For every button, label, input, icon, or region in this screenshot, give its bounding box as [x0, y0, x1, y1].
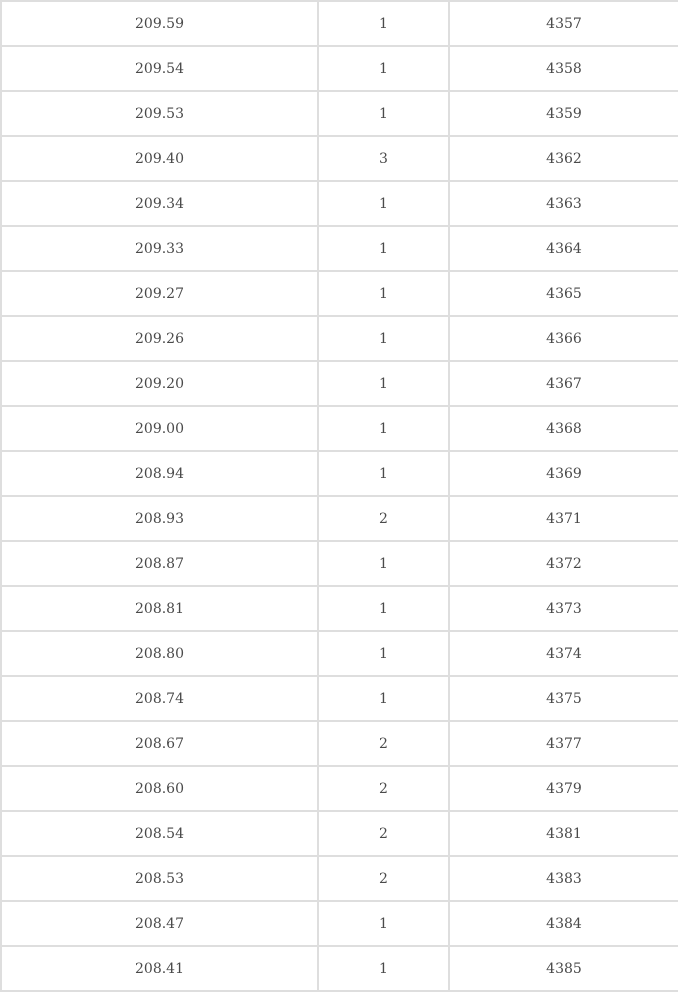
table-row [1, 766, 678, 811]
score-cell: 208.94 [1, 451, 318, 496]
table-row [1, 721, 678, 766]
table-row [1, 496, 678, 541]
score-cell: 208.81 [1, 586, 318, 631]
count-cell: 2 [318, 721, 449, 766]
score-cell: 209.34 [1, 181, 318, 226]
table-row [1, 226, 678, 271]
count-cell: 1 [318, 631, 449, 676]
score-cell: 208.87 [1, 541, 318, 586]
count-cell: 2 [318, 856, 449, 901]
rank-cell: 4365 [449, 271, 678, 316]
count-cell: 1 [318, 91, 449, 136]
rank-cell: 4359 [449, 91, 678, 136]
score-cell: 208.80 [1, 631, 318, 676]
score-cell: 209.59 [1, 1, 318, 46]
score-cell: 208.54 [1, 811, 318, 856]
count-cell: 1 [318, 181, 449, 226]
score-cell: 209.33 [1, 226, 318, 271]
rank-cell: 4363 [449, 181, 678, 226]
count-cell: 1 [318, 946, 449, 991]
count-cell: 1 [318, 226, 449, 271]
score-cell: 209.00 [1, 406, 318, 451]
table-row [1, 541, 678, 586]
count-cell: 1 [318, 46, 449, 91]
rank-cell: 4367 [449, 361, 678, 406]
table-row [1, 856, 678, 901]
table-row [1, 406, 678, 451]
table-row [1, 1, 678, 46]
score-table-body [1, 1, 678, 991]
table-row [1, 46, 678, 91]
table-row [1, 271, 678, 316]
rank-cell: 4383 [449, 856, 678, 901]
score-cell: 209.54 [1, 46, 318, 91]
table-row [1, 631, 678, 676]
rank-cell: 4381 [449, 811, 678, 856]
score-cell: 209.40 [1, 136, 318, 181]
count-cell: 1 [318, 451, 449, 496]
count-cell: 1 [318, 1, 449, 46]
count-cell: 2 [318, 766, 449, 811]
count-cell: 1 [318, 586, 449, 631]
score-cell: 208.93 [1, 496, 318, 541]
count-cell: 1 [318, 901, 449, 946]
rank-cell: 4358 [449, 46, 678, 91]
table-row [1, 181, 678, 226]
score-cell: 208.74 [1, 676, 318, 721]
count-cell: 1 [318, 676, 449, 721]
table-row [1, 811, 678, 856]
rank-cell: 4372 [449, 541, 678, 586]
table-row [1, 316, 678, 361]
count-cell: 2 [318, 811, 449, 856]
rank-cell: 4357 [449, 1, 678, 46]
rank-cell: 4364 [449, 226, 678, 271]
score-cell: 209.27 [1, 271, 318, 316]
score-cell: 209.20 [1, 361, 318, 406]
table-row [1, 586, 678, 631]
rank-cell: 4369 [449, 451, 678, 496]
rank-cell: 4371 [449, 496, 678, 541]
count-cell: 2 [318, 496, 449, 541]
rank-cell: 4366 [449, 316, 678, 361]
count-cell: 1 [318, 406, 449, 451]
table-row [1, 451, 678, 496]
rank-cell: 4374 [449, 631, 678, 676]
score-cell: 208.60 [1, 766, 318, 811]
rank-cell: 4384 [449, 901, 678, 946]
count-cell: 1 [318, 541, 449, 586]
table-row [1, 901, 678, 946]
rank-cell: 4362 [449, 136, 678, 181]
score-cell: 208.41 [1, 946, 318, 991]
score-cell: 209.53 [1, 91, 318, 136]
table-row [1, 946, 678, 991]
score-cell: 208.67 [1, 721, 318, 766]
table-row [1, 136, 678, 181]
count-cell: 3 [318, 136, 449, 181]
rank-cell: 4379 [449, 766, 678, 811]
count-cell: 1 [318, 271, 449, 316]
rank-cell: 4385 [449, 946, 678, 991]
rank-cell: 4375 [449, 676, 678, 721]
rank-cell: 4377 [449, 721, 678, 766]
count-cell: 1 [318, 316, 449, 361]
score-cell: 209.26 [1, 316, 318, 361]
table-row [1, 676, 678, 721]
count-cell: 1 [318, 361, 449, 406]
score-cell: 208.47 [1, 901, 318, 946]
table-row [1, 361, 678, 406]
table-row [1, 91, 678, 136]
rank-cell: 4373 [449, 586, 678, 631]
score-cell: 208.53 [1, 856, 318, 901]
rank-cell: 4368 [449, 406, 678, 451]
